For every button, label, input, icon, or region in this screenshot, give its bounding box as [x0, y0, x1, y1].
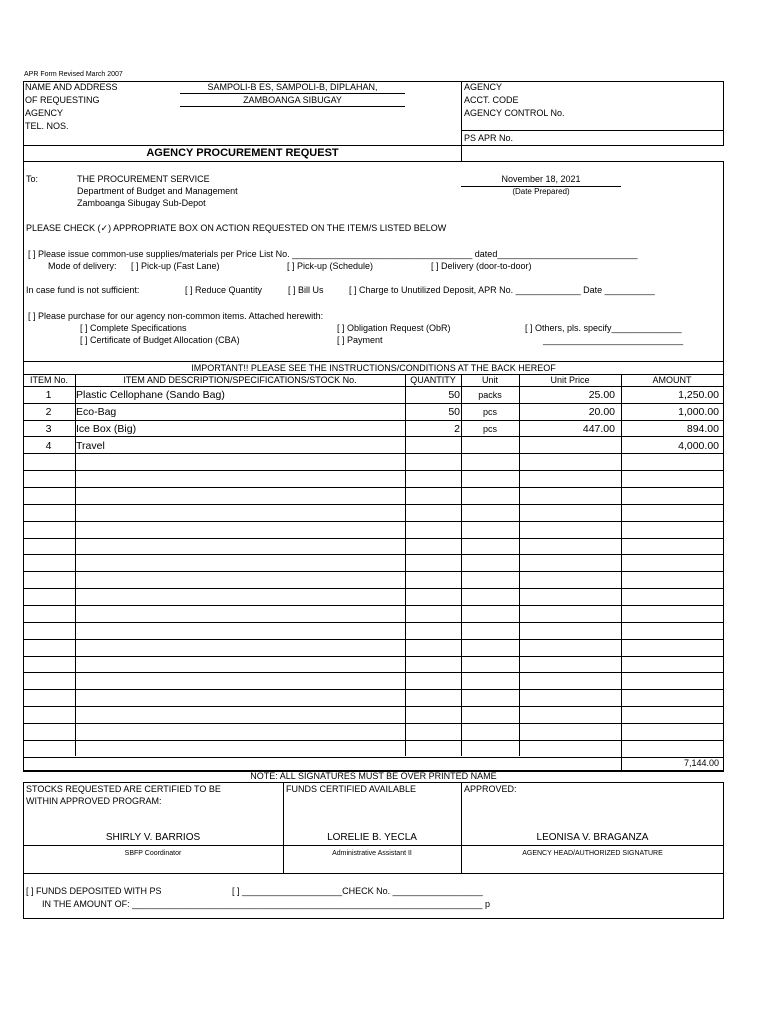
approved-label: APPROVED:: [464, 784, 517, 794]
unit-price-cell[interactable]: 447.00: [582, 422, 615, 435]
item-no-cell[interactable]: [23, 657, 74, 673]
item-no-cell[interactable]: [23, 724, 74, 740]
unit-price-cell[interactable]: [520, 556, 615, 572]
table-row: [23, 572, 723, 589]
description-cell[interactable]: [76, 707, 404, 723]
item-no-cell[interactable]: 1: [45, 389, 52, 401]
description-cell[interactable]: [76, 640, 404, 656]
unit-cell[interactable]: [462, 454, 518, 470]
amount-cell[interactable]: [621, 657, 719, 673]
complete-specs-option[interactable]: [ ] Complete Specifications: [80, 323, 187, 333]
description-cell[interactable]: [76, 623, 404, 639]
quantity-cell[interactable]: [406, 673, 460, 689]
requesting-label: OF REQUESTING: [25, 95, 100, 105]
form-title: AGENCY PROCUREMENT REQUEST: [146, 147, 339, 159]
amount-cell[interactable]: [621, 690, 719, 706]
item-no-cell[interactable]: 2: [45, 405, 52, 418]
quantity-cell[interactable]: 2: [454, 422, 460, 435]
amount-cell[interactable]: [621, 606, 719, 622]
payment-option[interactable]: [ ] Payment: [337, 335, 383, 345]
table-row: [23, 606, 723, 623]
quantity-cell[interactable]: [406, 454, 460, 470]
description-cell[interactable]: [76, 741, 404, 757]
amount-cell[interactable]: [621, 673, 719, 689]
table-row: [23, 539, 723, 556]
quantity-cell[interactable]: 50: [448, 405, 460, 418]
funds-deposited-option[interactable]: [ ] FUNDS DEPOSITED WITH PS: [26, 886, 162, 896]
quantity-cell[interactable]: [406, 438, 460, 454]
amount-cell[interactable]: [621, 505, 719, 521]
amount-cell[interactable]: 894.00: [686, 422, 719, 435]
quantity-cell[interactable]: [406, 707, 460, 723]
funds-certified-label: FUNDS CERTIFIED AVAILABLE: [286, 784, 417, 794]
item-no-cell[interactable]: [23, 606, 74, 622]
amount-cell[interactable]: 4,000.00: [678, 439, 719, 452]
table-row: [23, 404, 723, 421]
unit-cell[interactable]: [462, 488, 518, 504]
quantity-cell[interactable]: [406, 724, 460, 740]
unit-price-cell[interactable]: [520, 488, 615, 504]
unit-price-cell[interactable]: [520, 539, 615, 555]
description-cell[interactable]: [76, 606, 404, 622]
quantity-cell[interactable]: [406, 505, 460, 521]
col-item-no: ITEM No.: [29, 375, 68, 385]
form-revision: APR Form Revised March 2007: [24, 71, 123, 78]
important-note: IMPORTANT!! PLEASE SEE THE INSTRUCTIONS/CONDITIONS AT THE BACK HEREOF: [191, 363, 556, 373]
table-row: [23, 488, 723, 505]
unit-price-cell[interactable]: [520, 640, 615, 656]
name-address-label: NAME AND ADDRESS: [25, 82, 118, 92]
amount-cell[interactable]: [621, 589, 719, 605]
description-cell[interactable]: [76, 572, 404, 588]
table-row: [23, 724, 723, 741]
item-no-cell[interactable]: 4: [45, 439, 52, 452]
common-use-option[interactable]: [ ] Please issue common-use supplies/materials per Price List No. ____________________________________ dated____________________________: [28, 249, 638, 259]
description-cell[interactable]: Plastic Cellophane (Sando Bag): [76, 389, 225, 401]
description-cell[interactable]: [76, 488, 404, 504]
unit-cell[interactable]: [462, 673, 518, 689]
mode-of-delivery-label: Mode of delivery:: [48, 261, 117, 271]
unit-price-cell[interactable]: [520, 589, 615, 605]
unit-cell[interactable]: [462, 690, 518, 706]
amount-cell[interactable]: [621, 724, 719, 740]
unit-price-cell[interactable]: [520, 724, 615, 740]
description-cell[interactable]: Travel: [76, 439, 105, 452]
amount-cell[interactable]: [621, 556, 719, 572]
amount-cell[interactable]: [621, 471, 719, 487]
table-row: [23, 438, 723, 455]
table-row: [23, 421, 723, 438]
col-quantity: QUANTITY: [410, 375, 456, 385]
unit-cell[interactable]: packs: [478, 390, 502, 400]
unit-price-cell[interactable]: [520, 522, 615, 538]
signatory-1-title: SBFP Coordinator: [124, 850, 182, 857]
quantity-cell[interactable]: [406, 606, 460, 622]
signature-note: NOTE: ALL SIGNATURES MUST BE OVER PRINTED NAME: [250, 771, 497, 781]
description-cell[interactable]: Ice Box (Big): [76, 422, 137, 435]
approved-program-label: WITHIN APPROVED PROGRAM:: [26, 796, 162, 806]
unit-cell[interactable]: pcs: [482, 406, 497, 417]
description-cell[interactable]: [76, 505, 404, 521]
amount-cell[interactable]: [621, 488, 719, 504]
table-row: [23, 556, 723, 573]
table-row: [23, 589, 723, 606]
date-prepared-label: (Date Prepared): [512, 187, 570, 196]
footer-box: [23, 873, 724, 919]
to-line-1: THE PROCUREMENT SERVICE: [77, 174, 210, 184]
bill-us-option[interactable]: [ ] Bill Us: [288, 285, 324, 295]
description-cell[interactable]: [76, 539, 404, 555]
col-description: ITEM AND DESCRIPTION/SPECIFICATIONS/STOCK No.: [123, 375, 357, 385]
table-row: [23, 657, 723, 674]
quantity-cell[interactable]: 50: [448, 389, 460, 401]
table-row: [23, 471, 723, 488]
table-row: [23, 690, 723, 707]
unit-price-cell[interactable]: [520, 707, 615, 723]
obr-option[interactable]: [ ] Obligation Request (ObR): [337, 323, 451, 333]
unit-cell[interactable]: [462, 623, 518, 639]
to-line-3: Zamboanga Sibugay Sub-Depot: [77, 198, 206, 208]
unit-cell[interactable]: pcs: [482, 423, 497, 434]
unit-price-cell[interactable]: [520, 572, 615, 588]
table-row: [23, 387, 723, 404]
description-cell[interactable]: Eco-Bag: [76, 405, 117, 418]
amount-cell[interactable]: [621, 640, 719, 656]
signatory-2-title: Administrative Assistant II: [332, 850, 412, 857]
check-instruction: PLEASE CHECK (✓) APPROPRIATE BOX ON ACTION REQUESTED ON THE ITEM/S LISTED BELOW: [26, 223, 447, 233]
item-no-cell[interactable]: [23, 572, 74, 588]
col-unit: Unit: [481, 375, 498, 385]
description-cell[interactable]: [76, 589, 404, 605]
table-row: [23, 623, 723, 640]
table-row: [23, 741, 723, 758]
item-no-cell[interactable]: [23, 471, 74, 487]
signatory-1-name: SHIRLY V. BARRIOS: [105, 832, 201, 843]
agency-address-line-2: ZAMBOANGA SIBUGAY: [243, 95, 342, 105]
quantity-cell[interactable]: [406, 741, 460, 757]
amount-of-field[interactable]: IN THE AMOUNT OF: ______________________________________________________________________ p: [42, 899, 491, 909]
amount-cell[interactable]: 1,250.00: [678, 389, 719, 401]
quantity-cell[interactable]: [406, 488, 460, 504]
table-row: [23, 707, 723, 724]
item-no-cell[interactable]: [23, 556, 74, 572]
amount-cell[interactable]: [621, 539, 719, 555]
table-row: [23, 640, 723, 657]
unit-cell[interactable]: [462, 438, 518, 454]
charge-deposit-option[interactable]: [ ] Charge to Unutilized Deposit, APR No. _____________ Date __________: [349, 285, 655, 295]
description-cell[interactable]: [76, 522, 404, 538]
unit-price-cell[interactable]: 25.00: [588, 389, 615, 401]
unit-cell[interactable]: [462, 471, 518, 487]
quantity-cell[interactable]: [406, 522, 460, 538]
stocks-certified-label: STOCKS REQUESTED ARE CERTIFIED TO BE: [26, 784, 221, 794]
reduce-quantity-option[interactable]: [ ] Reduce Quantity: [185, 285, 263, 295]
unit-price-cell[interactable]: [520, 690, 615, 706]
quantity-cell[interactable]: [406, 657, 460, 673]
amount-cell[interactable]: [621, 623, 719, 639]
fund-insufficient-label: In case fund is not sufficient:: [26, 285, 140, 295]
unit-cell[interactable]: [462, 505, 518, 521]
ps-apr-label: PS APR No.: [464, 133, 514, 143]
non-common-option[interactable]: [ ] Please purchase for our agency non-common items. Attached herewith:: [28, 311, 324, 321]
item-no-cell[interactable]: [23, 690, 74, 706]
acct-code-label: ACCT. CODE: [464, 95, 519, 105]
item-no-cell[interactable]: [23, 673, 74, 689]
pickup-schedule-option[interactable]: [ ] Pick-up (Schedule): [287, 261, 374, 271]
others-option[interactable]: [ ] Others, pls. specify______________: [525, 323, 682, 333]
tel-nos-label: TEL. NOS.: [25, 121, 69, 131]
item-no-cell[interactable]: [23, 505, 74, 521]
item-no-cell[interactable]: [23, 640, 74, 656]
item-no-cell[interactable]: [23, 707, 74, 723]
quantity-cell[interactable]: [406, 623, 460, 639]
agency-label-left: AGENCY: [25, 108, 64, 118]
item-no-cell[interactable]: [23, 454, 74, 470]
quantity-cell[interactable]: [406, 640, 460, 656]
item-no-cell[interactable]: [23, 741, 74, 757]
table-row: [23, 522, 723, 539]
unit-price-cell[interactable]: [520, 606, 615, 622]
unit-cell[interactable]: [462, 640, 518, 656]
quantity-cell[interactable]: [406, 556, 460, 572]
unit-price-cell[interactable]: 20.00: [588, 405, 615, 418]
unit-cell[interactable]: [462, 657, 518, 673]
unit-cell[interactable]: [462, 539, 518, 555]
to-line-2: Department of Budget and Management: [77, 186, 238, 196]
unit-price-cell[interactable]: [520, 741, 615, 757]
agency-control-label: AGENCY CONTROL No.: [464, 108, 565, 118]
unit-cell[interactable]: [462, 724, 518, 740]
unit-cell[interactable]: [462, 741, 518, 757]
item-no-cell[interactable]: [23, 488, 74, 504]
description-cell[interactable]: [76, 657, 404, 673]
check-no-field[interactable]: [ ] ____________________CHECK No. __________________: [232, 886, 483, 896]
unit-cell[interactable]: [462, 589, 518, 605]
unit-cell[interactable]: [462, 707, 518, 723]
unit-price-cell[interactable]: [520, 438, 615, 454]
table-row: [23, 673, 723, 690]
signatory-3-title: AGENCY HEAD/AUTHORIZED SIGNATURE: [522, 850, 663, 857]
table-row: [23, 505, 723, 522]
col-amount: AMOUNT: [652, 375, 692, 385]
amount-cell[interactable]: 1,000.00: [678, 405, 719, 418]
signatory-3-name: LEONISA V. BRAGANZA: [536, 832, 649, 843]
signatory-2-name: LORELIE B. YECLA: [327, 832, 417, 843]
unit-price-cell[interactable]: [520, 505, 615, 521]
unit-cell[interactable]: [462, 606, 518, 622]
agency-address-line-1: SAMPOLI-B ES, SAMPOLI-B, DIPLAHAN,: [207, 82, 378, 92]
amount-cell[interactable]: [621, 522, 719, 538]
quantity-cell[interactable]: [406, 690, 460, 706]
delivery-option[interactable]: [ ] Delivery (door-to-door): [431, 261, 532, 271]
unit-price-cell[interactable]: [520, 471, 615, 487]
description-cell[interactable]: [76, 724, 404, 740]
amount-cell[interactable]: [621, 741, 719, 757]
pickup-fast-lane-option[interactable]: [ ] Pick-up (Fast Lane): [131, 261, 220, 271]
date-prepared: November 18, 2021: [501, 174, 581, 184]
total-amount: 7,144.00: [683, 758, 719, 768]
col-unit-price: Unit Price: [550, 375, 590, 385]
table-row: [23, 454, 723, 471]
description-cell[interactable]: [76, 690, 404, 706]
quantity-cell[interactable]: [406, 539, 460, 555]
unit-cell[interactable]: [462, 522, 518, 538]
unit-cell[interactable]: [462, 556, 518, 572]
unit-price-cell[interactable]: [520, 657, 615, 673]
item-no-cell[interactable]: [23, 589, 74, 605]
description-cell[interactable]: [76, 454, 404, 470]
amount-cell[interactable]: [621, 572, 719, 588]
others-specify-line: ____________________________: [543, 335, 684, 345]
unit-cell[interactable]: [462, 572, 518, 588]
cba-option[interactable]: [ ] Certificate of Budget Allocation (CBA): [80, 335, 240, 345]
item-no-cell[interactable]: 3: [45, 422, 52, 435]
description-cell[interactable]: [76, 673, 404, 689]
item-no-cell[interactable]: [23, 522, 74, 538]
amount-cell[interactable]: [621, 707, 719, 723]
item-no-cell[interactable]: [23, 623, 74, 639]
agency-label: AGENCY: [464, 82, 503, 92]
description-cell[interactable]: [76, 471, 404, 487]
description-cell[interactable]: [76, 556, 404, 572]
unit-price-cell[interactable]: [520, 673, 615, 689]
quantity-cell[interactable]: [406, 471, 460, 487]
unit-price-cell[interactable]: [520, 454, 615, 470]
quantity-cell[interactable]: [406, 572, 460, 588]
to-label: To:: [26, 174, 39, 184]
unit-price-cell[interactable]: [520, 623, 615, 639]
item-no-cell[interactable]: [23, 539, 74, 555]
amount-cell[interactable]: [621, 454, 719, 470]
quantity-cell[interactable]: [406, 589, 460, 605]
